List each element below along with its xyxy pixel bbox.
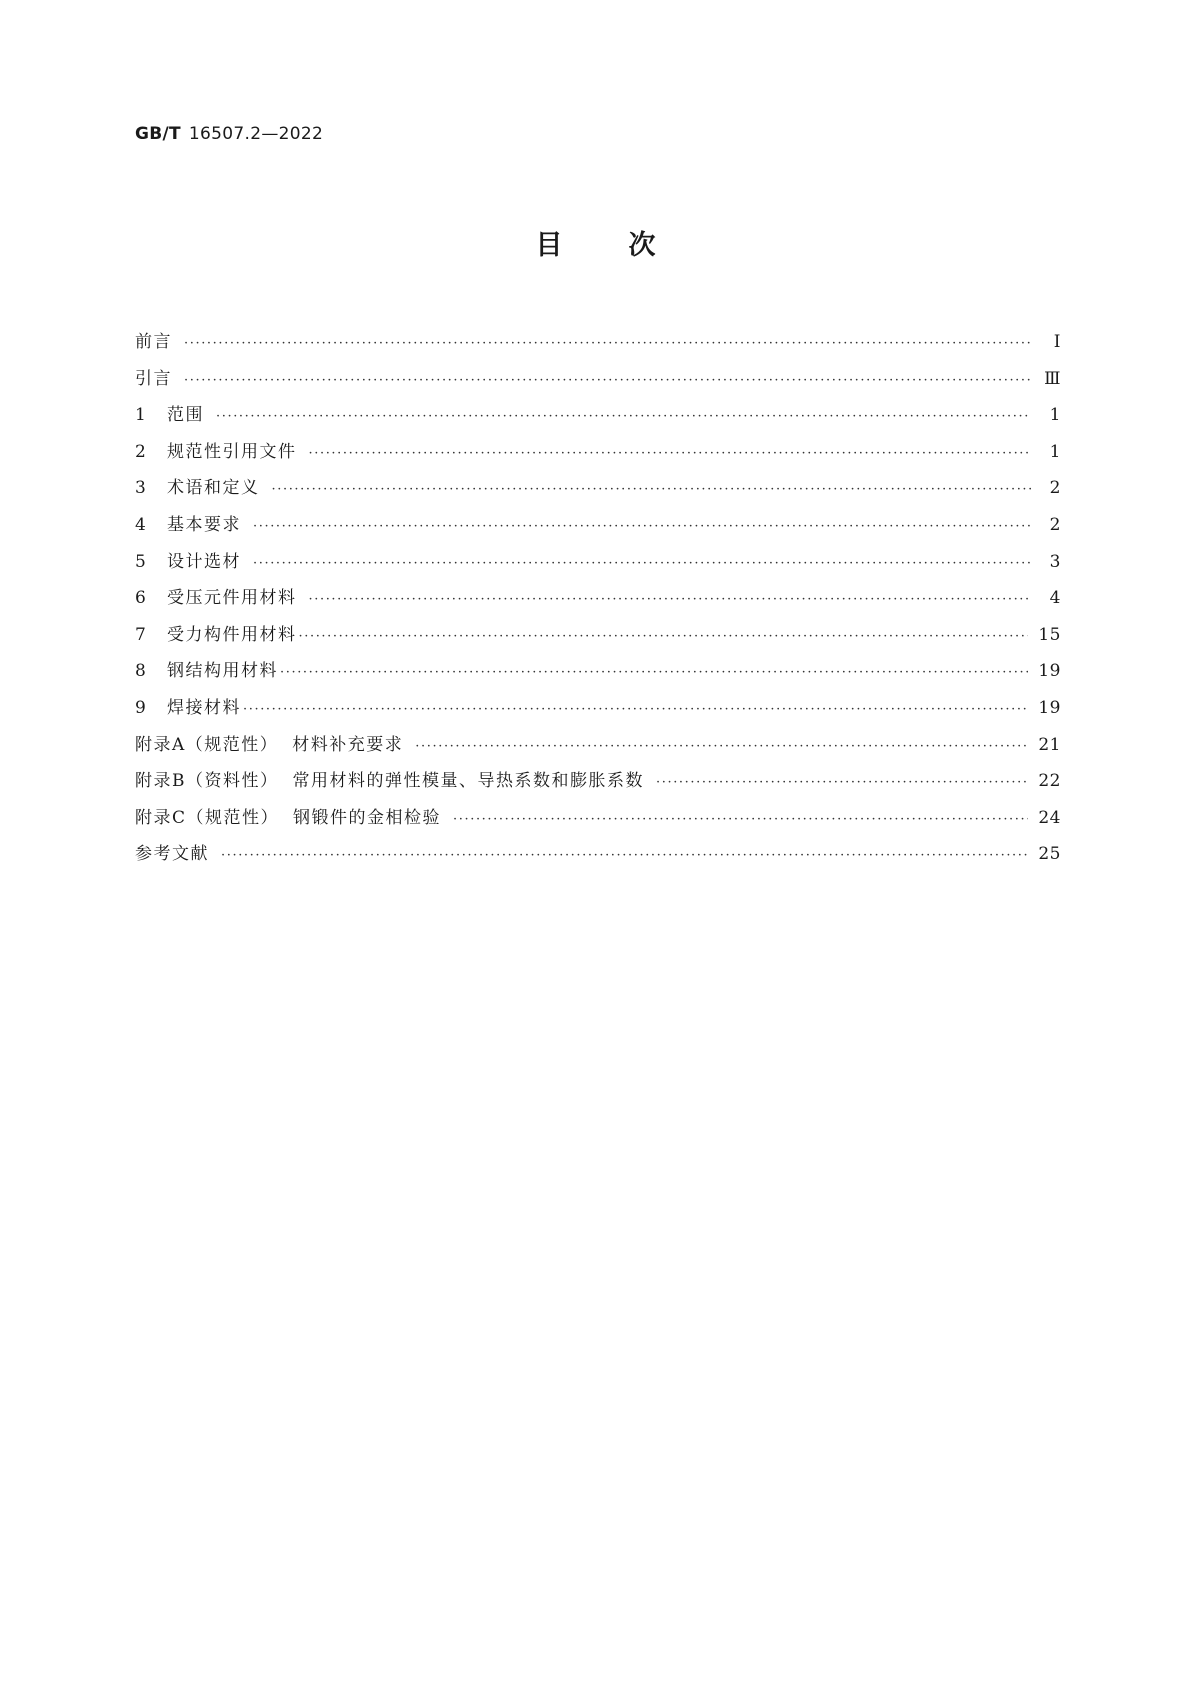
- toc-leader-dots: [253, 519, 1031, 534]
- toc-entry-appendix-c[interactable]: [135, 803, 1061, 840]
- toc-entry-number: 5: [135, 551, 146, 572]
- toc-entry-label: 规范性引用文件: [167, 441, 297, 462]
- toc-entry-9[interactable]: [135, 693, 1061, 730]
- toc-leader-dots: [309, 592, 1032, 607]
- toc-leader-dots: [243, 702, 1028, 717]
- toc-leader-dots: [272, 482, 1032, 497]
- appendix-designation: 附录A（规范性）: [135, 734, 279, 755]
- toc-leader-dots: [415, 739, 1028, 754]
- toc-leader-dots: [216, 409, 1031, 424]
- toc-entry-8[interactable]: [135, 656, 1061, 693]
- toc-leader-dots: [280, 665, 1028, 680]
- toc-entry-appendix-b[interactable]: [135, 766, 1061, 803]
- toc-entry-page: 22: [1038, 771, 1061, 792]
- appendix-designation: 附录C（规范性）: [135, 807, 280, 828]
- toc-entry-page: 1: [1049, 405, 1061, 426]
- toc-entry-preface[interactable]: [135, 327, 1061, 364]
- appendix-title: 材料补充要求: [292, 734, 404, 755]
- page-title: 目次: [535, 230, 722, 261]
- toc-entry-number: 4: [135, 514, 146, 535]
- toc-entry-6[interactable]: [135, 583, 1061, 620]
- toc-entry-label: 参考文献: [135, 844, 209, 865]
- standard-prefix: GB/T: [135, 124, 181, 144]
- toc-entry-7[interactable]: [135, 620, 1061, 657]
- toc-entry-label: 焊接材料: [167, 697, 241, 718]
- toc-entry-page: 3: [1049, 551, 1061, 572]
- toc-entry-page: 21: [1038, 734, 1061, 755]
- toc-leader-dots: [184, 336, 1031, 351]
- toc-entry-page: 4: [1049, 588, 1061, 609]
- toc-entry-page: 2: [1049, 514, 1061, 535]
- toc-entry-label: 范围: [167, 405, 204, 426]
- toc-entry-number: 3: [135, 478, 146, 499]
- toc-entry-page: Ⅰ: [1053, 332, 1061, 352]
- toc-leader-dots: [309, 446, 1032, 461]
- toc-leader-dots: [299, 629, 1029, 644]
- toc-entry-number: 2: [135, 441, 146, 462]
- toc-entry-2[interactable]: [135, 437, 1061, 474]
- toc-entry-page: 19: [1038, 697, 1061, 718]
- toc-entry-label: 基本要求: [167, 514, 241, 535]
- toc-entry-page: 24: [1038, 807, 1061, 828]
- toc-entry-label: [135, 803, 441, 828]
- toc-entry-page: 2: [1049, 478, 1061, 499]
- toc-entry-label: 前言: [135, 332, 172, 352]
- toc-entry-label: [135, 766, 644, 791]
- standard-number: 16507.2—2022: [188, 124, 324, 144]
- toc-entry-number: 6: [135, 588, 146, 609]
- toc-entry-number: 7: [135, 624, 146, 645]
- standard-code: [135, 124, 323, 144]
- toc-entry-label: [135, 730, 403, 755]
- toc-entry-introduction[interactable]: [135, 364, 1061, 401]
- toc-entry-label: 受压元件用材料: [167, 588, 297, 609]
- toc-entry-5[interactable]: [135, 547, 1061, 584]
- toc-leader-dots: [253, 556, 1031, 571]
- toc-entry-number: 9: [135, 697, 146, 718]
- toc-entry-page: 15: [1038, 624, 1061, 645]
- appendix-title: 常用材料的弹性模量、导热系数和膨胀系数: [292, 771, 644, 792]
- toc-leader-dots: [184, 373, 1031, 388]
- toc-entry-label: 受力构件用材料: [167, 624, 297, 645]
- toc-entry-label: 术语和定义: [167, 478, 260, 499]
- appendix-title: 钢锻件的金相检验: [293, 807, 442, 828]
- toc-entry-label: 设计选材: [167, 551, 241, 572]
- appendix-designation: 附录B（资料性）: [135, 771, 279, 792]
- toc-entry-page: 19: [1038, 661, 1061, 682]
- toc-entry-label: 引言: [135, 368, 172, 389]
- toc-entry-number: 8: [135, 661, 146, 682]
- toc-entry-appendix-a[interactable]: [135, 730, 1061, 767]
- toc-leader-dots: [221, 848, 1028, 863]
- toc-entry-4[interactable]: [135, 510, 1061, 547]
- toc-entry-page: 25: [1038, 844, 1061, 865]
- toc-entry-1[interactable]: [135, 400, 1061, 437]
- toc-entry-bibliography[interactable]: [135, 839, 1061, 876]
- toc-leader-dots: [453, 812, 1028, 827]
- toc-entry-label: 钢结构用材料: [167, 661, 278, 682]
- toc-entry-number: 1: [135, 405, 146, 426]
- toc-entry-3[interactable]: [135, 473, 1061, 510]
- toc-entry-page: Ⅲ: [1044, 368, 1061, 389]
- table-of-contents: [135, 327, 1061, 876]
- toc-entry-page: 1: [1049, 441, 1061, 462]
- toc-leader-dots: [656, 775, 1028, 790]
